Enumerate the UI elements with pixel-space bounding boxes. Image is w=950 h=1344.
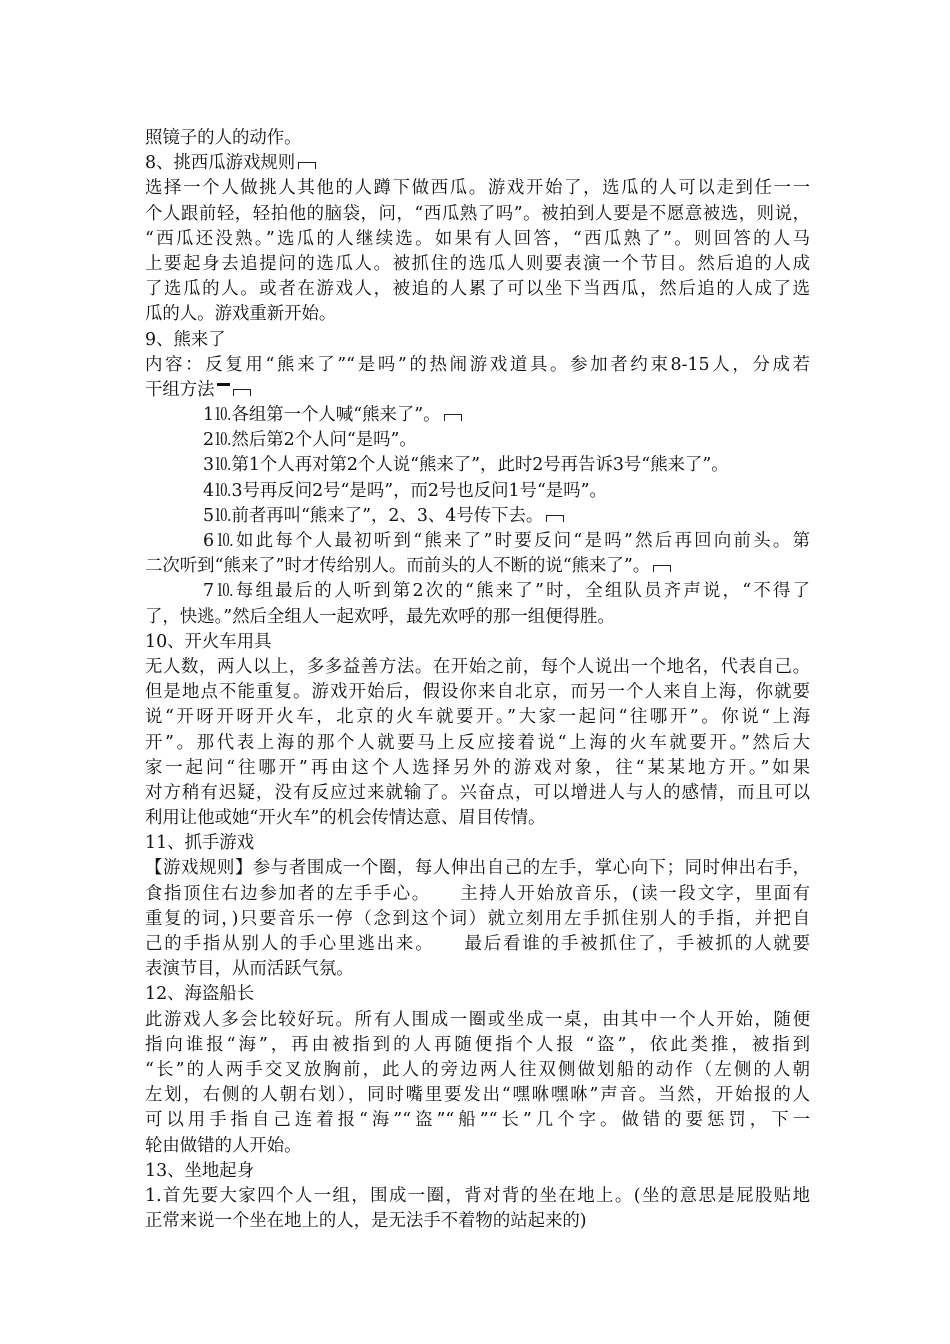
text-line: 可以用手指自己连着报“海”“盗”“船”“长”几个字。做错的要惩罚，下一 — [145, 1110, 810, 1131]
paragraph-mark-icon — [233, 389, 251, 396]
text-line: 上要起身去追提问的选瓜人。被抓住的选瓜人则要表演一个节目。然后追的人成 — [145, 253, 810, 274]
text-line: 正常来说一个坐在地上的人，是无法手不着物的站起来的) — [145, 1211, 587, 1232]
text-line: 个人跟前轻，轻拍他的脑袋，问，“西瓜熟了吗”。被拍到人要是不愿意被选，则说， — [145, 203, 810, 224]
section-heading-9: 9、熊来了 — [145, 329, 226, 350]
paragraph-mark-icon — [298, 162, 316, 169]
text-line: 但是地点不能重复。游戏开始后，假设你来自北京，而另一个人来自上海，你就要 — [145, 682, 810, 703]
paragraph-mark-bold-icon — [217, 383, 230, 391]
text-line: 内容：反复用“熊来了”“是吗”的热闹游戏道具。参加者约束8-15人，分成若 — [145, 354, 810, 375]
list-item: 1⒑各组第一个人喊“熊来了”。 — [145, 403, 810, 428]
text-line: 左划，右侧的人朝右划），同时嘴里要发出“嘿咻嘿咻”声音。当然，开始报的人 — [145, 1085, 810, 1106]
text-line: 选择一个人做挑人其他的人蹲下做西瓜。游戏开始了，选瓜的人可以走到任一一 — [145, 178, 810, 199]
document-page — [145, 126, 810, 1234]
text-line: 家一起问“往哪开”再由这个人选择另外的游戏对象，往“某某地方开。”如果 — [145, 757, 810, 778]
text-line: 二次听到“熊来了”时才传给别人。而前头的人不断的说“熊来了”。 — [145, 554, 810, 579]
list-item: 3⒑第1个人再对第2个人说“熊来了”，此时2号再告诉3号“熊来了”。 — [203, 455, 729, 476]
text-line: 利用让他或她“开火车”的机会传情达意、眉目传情。 — [145, 808, 546, 829]
text-line: 表演节目，从而活跃气氛。 — [145, 959, 354, 980]
section-heading-12: 12、海盗船长 — [145, 984, 255, 1005]
paragraph-mark-icon — [444, 414, 462, 421]
list-item: 7⒑每组最后的人听到第2次的“熊来了”时，全组队员齐声说，“不得了 — [203, 581, 810, 602]
text-line: 了，快逃。”然后全组人一起欢呼，最先欢呼的那一组便得胜。 — [145, 606, 615, 627]
text-line: 干组方法 — [145, 378, 810, 403]
list-item: 2⒑然后第2个人问“是吗”。 — [203, 430, 417, 451]
text-line: 此游戏人多会比较好玩。所有人围成一圈或坐成一桌，由其中一个人开始，随便 — [145, 1009, 810, 1030]
paragraph-mark-icon — [653, 565, 671, 572]
text-line: 食指顶住右边参加者的左手手心。 主持人开始放音乐，(读一段文字，里面有 — [145, 883, 810, 904]
list-item: 5⒑前者再叫“熊来了”，2、3、4号传下去。 — [145, 504, 810, 529]
text-line: 开”。那代表上海的那个人就要马上反应接着说“上海的火车就要开。”然后大 — [145, 732, 810, 753]
text-line: 对方稍有迟疑，没有反应过来就输了。兴奋点，可以增进人与人的感情，而且可以 — [145, 782, 810, 803]
section-heading-10: 10、开火车用具 — [145, 631, 272, 652]
text-line: 轮由做错的人开始。 — [145, 1135, 302, 1156]
text-line: 重复的词，)只要音乐一停（念到这个词）就立刻用左手抓住别人的手指，并把自 — [145, 908, 810, 929]
list-item: 6⒑如此每个人最初听到“熊来了”时要反问“是吗”然后再回向前头。第 — [203, 531, 810, 551]
section-heading-11: 11、抓手游戏 — [145, 833, 255, 854]
text-line: 瓜的人。游戏重新开始。 — [145, 304, 337, 325]
list-item: 4⒑3号再反问2号“是吗”，而2号也反问1号“是吗”。 — [203, 480, 607, 501]
text-line: 1.首先要大家四个人一组，围成一圈，背对背的坐在地上。(坐的意思是屁股贴地 — [145, 1185, 810, 1206]
text-line: “长”的人两手交叉放胸前，此人的旁边两人往双侧做划船的动作（左侧的人朝 — [145, 1059, 810, 1080]
text-line: 说“开呀开呀开火车，北京的火车就要开。”大家一起问“往哪开”。你说“上海 — [145, 707, 810, 728]
text-line: 了选瓜的人。或者在游戏人，被追的人累了可以坐下当西瓜，然后追的人成了选 — [145, 279, 810, 300]
text-line: 照镜子的人的动作。 — [145, 128, 302, 148]
text-line: 指向谁报“海”，再由被指到的人再随便指个人报 “盗”，依此类推，被指到 — [145, 1034, 810, 1055]
section-heading-8: 8、挑西瓜游戏规则 — [145, 151, 810, 176]
text-line: 【游戏规则】参与者围成一个圈，每人伸出自己的左手，掌心向下；同时伸出右手， — [145, 858, 810, 879]
text-line: 无人数，两人以上，多多益善方法。在开始之前，每个人说出一个地名，代表自己。 — [145, 656, 810, 677]
text-line: 己的手指从别人的手心里逃出来。 最后看谁的手被抓住了，手被抓的人就要 — [145, 934, 810, 954]
text-line: “西瓜还没熟。”选瓜的人继续选。如果有人回答，“西瓜熟了”。则回答的人马 — [145, 228, 810, 249]
section-heading-13: 13、坐地起身 — [145, 1160, 255, 1181]
paragraph-mark-icon — [546, 515, 564, 522]
